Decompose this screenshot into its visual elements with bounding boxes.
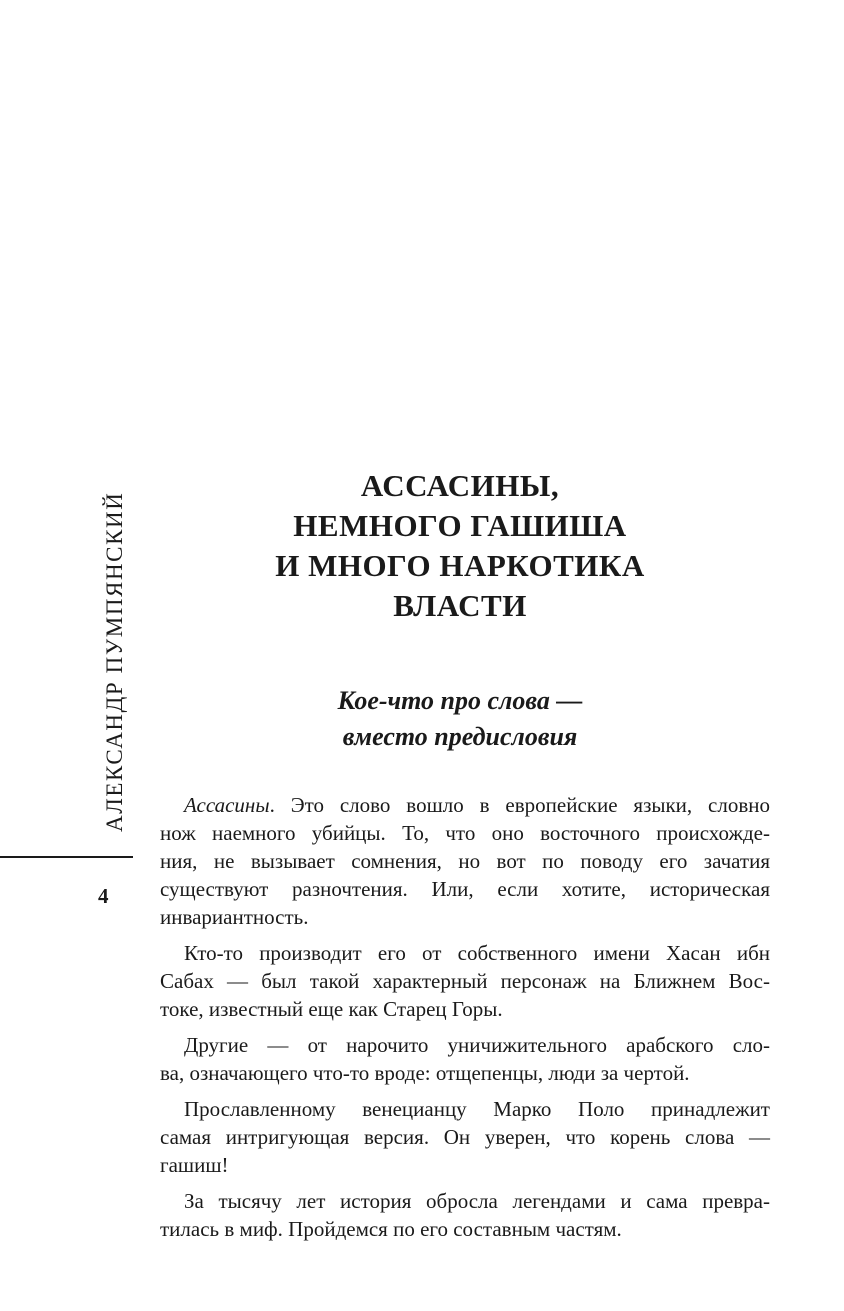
chapter-title <box>180 466 740 626</box>
paragraph-2 <box>160 939 770 1023</box>
chapter-title-line: И МНОГО НАРКОТИКА <box>275 548 645 583</box>
subtitle-line: Кое-что про слова — <box>337 686 583 715</box>
text-line: тилась в миф. Пройдемся по его составным частям. <box>160 1217 622 1241</box>
page-number: 4 <box>98 884 109 908</box>
running-header <box>100 467 130 832</box>
subtitle-line: вместо предисловия <box>342 722 578 751</box>
paragraph-4 <box>160 1095 770 1179</box>
text-line: инвариантность. <box>160 905 309 929</box>
chapter-subtitle <box>180 683 740 755</box>
text-line: Прославленному венецианцу Марко Поло принадлежит <box>184 1097 770 1121</box>
header-rule <box>0 856 133 858</box>
text-line: ния, не вызывает сомнения, но вот по поводу его зачатия <box>160 849 770 873</box>
text-line: токе, известный еще как Старец Горы. <box>160 997 503 1021</box>
body-text <box>160 791 770 1243</box>
paragraph-3 <box>160 1031 770 1087</box>
paragraph-5 <box>160 1187 770 1243</box>
text-line: гашиш! <box>160 1153 229 1177</box>
text-line: существуют разночтения. Или, если хотите, историческая <box>160 877 770 901</box>
text-span: . Это слово вошло в европейские языки, словно <box>269 793 770 817</box>
text-line: Другие — от нарочито уничижительного арабского сло- <box>184 1033 770 1057</box>
lead-term: Ассасины <box>184 793 270 817</box>
text-line: Сабах — был такой характерный персонаж на Ближнем Вос- <box>160 969 770 993</box>
text-line: ва, означающего что-то вроде: отщепенцы, люди за чертой. <box>160 1061 690 1085</box>
chapter-title-line: ВЛАСТИ <box>393 588 527 623</box>
text-line: Кто-то производит его от собственного имени Хасан ибн <box>184 941 770 965</box>
chapter-title-line: НЕМНОГО ГАШИША <box>293 508 627 543</box>
chapter-title-line: АССАСИНЫ, <box>360 468 560 503</box>
text-line <box>160 791 770 819</box>
text-line: самая интригующая версия. Он уверен, что корень слова — <box>160 1125 770 1149</box>
paragraph-1 <box>160 791 770 931</box>
text-line: За тысячу лет история обросла легендами и сама превра- <box>184 1189 770 1213</box>
text-line: нож наемного убийцы. То, что оно восточного происхожде- <box>160 821 770 845</box>
author-name: АЛЕКСАНДР ПУМПЯНСКИЙ <box>102 491 127 832</box>
